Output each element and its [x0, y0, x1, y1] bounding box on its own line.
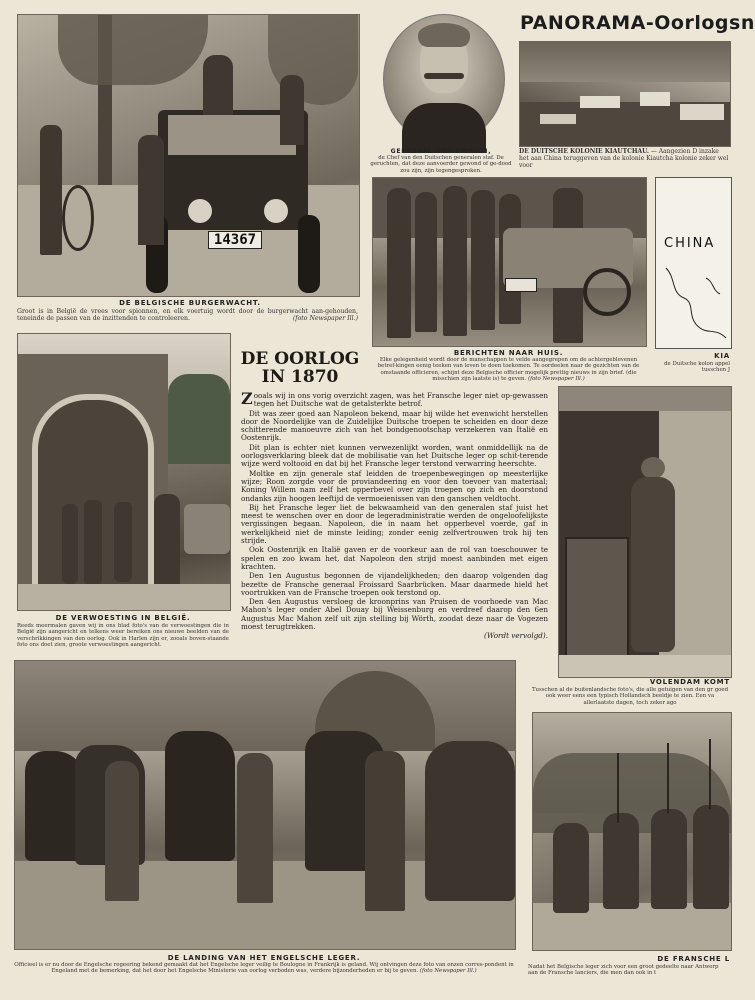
photo-fransche: [532, 712, 732, 951]
caption-verwoesting: Reeds meermalen gaven wij in ons blad foto's van de verwoestingen die in België zijn aangericht en telkens weer bereiken ons nieuwe beelden van de verschrikkingen van den oorlog. Ook in Harlen zijn er, zooals boven-staande foto ons doet zien, groote verwoestingen aangericht.: [17, 623, 229, 648]
article-title: [238, 350, 362, 386]
caption-title-volendam: VOLENDAM KOMT: [649, 678, 730, 686]
photo-credit: (foto Newspaper Ill.): [419, 968, 477, 975]
photo-volendam: [558, 386, 732, 678]
caption-title-burgerwacht: DE BELGISCHE BURGERWACHT.: [119, 299, 261, 307]
caption-title-fransche: DE FRANSCHE L: [657, 955, 730, 963]
article-body: [241, 389, 548, 641]
article-paragraph: Den 4en Augustus versloeg de kroonprins van Pruisen de voorhoede van Mac Mahon's leger onder Abel Douay bij Weissenburg en verdreef daarop den 6en Augustus Mac Mahon zelf uit zijn stelling bij Wörth, zoodat deze naar de Vogezen moest terugtrekken.: [241, 597, 548, 632]
article-closing: (Wordt vervolgd).: [484, 631, 548, 641]
photo-burgerwacht: [17, 14, 360, 297]
caption-volendam: Tusschen al de buitenlandsche foto's, die alle getuigen van den gr goed ook weer eens een typisch Hollandsch beeldje te zien. Een va allerlaatste dagen, toch zeker ago: [531, 687, 729, 706]
caption-emmich: de Chef van den Duitschen generalen staf. De geruchten, dat deze aanvoerder gewond of ge-dood zou zijn, zijn tegengesproken.: [370, 155, 512, 174]
photo-credit: (foto Newspaper Ill.): [292, 315, 358, 323]
caption-burgerwacht: [17, 308, 358, 322]
map-china: [655, 177, 732, 349]
caption-kiautchau: [519, 148, 729, 170]
coastline-icon: [656, 258, 731, 348]
article-paragraph: Den 1en Augustus begonnen de vijandelijkheden; den daarop volgenden dag bezette de Fransche generaal Froissard Saarbrücken. Maar daarmede hield het voortrukken van de Fransche troepen ook terstond op.: [241, 571, 548, 597]
caption-text: Elke gelegenheid wordt door de manschappen te velde aangegrepen om de achtergeblevenen betref-kingen eenig teeken van leven te doen toekomen. Te oordeelen naar de gezichten van de omstaande officieren, schijnt deze Belgische officier mogelijk prettig nieuws in zijn brief. (die misschien zijn laatste is) te geven.: [377, 357, 640, 382]
caption-title-map: KIA: [714, 352, 730, 360]
caption-title-kiautchau: DE DUITSCHE KOLONIE KIAUTCHAU.: [519, 148, 649, 155]
photo-kiautchau: [519, 41, 731, 147]
article-paragraph: Ook Oostenrijk en Italië gaven er de voorkeur aan de rol van toeschouwer te spelen en zoo kwam het, dat Napoleon den strijd moest aanbinden met eigen krachten.: [241, 545, 548, 571]
caption-title-berichten: BERICHTEN NAAR HUIS.: [453, 349, 564, 357]
article-paragraph: Bij het Fransche leger liet de bekwaamheid van den generalen staf juist het meest te wenschen over en door de legeradministratie werden de ongeloofelijkste vergissingen begaan. Napoleon, die in naam het opperbevel voerde, gaf in werkelijkheid niet de minste leiding; zonder eenig zelfvertrouwen trok hij ten strijde.: [241, 502, 548, 546]
caption-title-landing: DE LANDING VAN HET ENGELSCHE LEGER.: [167, 954, 361, 962]
article-title-line1: DE OORLOG: [240, 349, 360, 369]
photo-verwoesting: [17, 333, 231, 611]
map-label: CHINA: [664, 236, 716, 251]
portrait-emmich: [383, 14, 505, 144]
caption-title-emmich: GENERAAL VON EMMICH,: [390, 148, 492, 155]
dropcap: Z: [241, 389, 253, 408]
caption-landing: [10, 962, 518, 975]
photo-landing: [14, 660, 516, 950]
caption-text: — Aangezien D inzake het aan China teruggeven van de kolonie Kiautcha kolonie zeker wel voor: [519, 148, 729, 170]
caption-fransche: Nadat het Belgische leger zich voor een groot gedeelte naar Antwerp aan de Fransche lanciers, die men dan ook in t: [528, 964, 719, 977]
caption-title-verwoesting: DE VERWOESTING IN BELGIË.: [55, 614, 191, 622]
article-title-line2: IN 1870: [261, 367, 339, 387]
caption-text: Groot is in België de vrees voor spionnen, en elk voertuig wordt door de burgerwacht aan-gehouden, teneinde de passen van de inzittenden te controleeren.: [17, 308, 358, 323]
caption-map: de Duitsche kolon appel tusschen J: [664, 361, 730, 374]
caption-text: Officieel is er nu door de Engelsche regeering bekend gemaakt dat het Engelsche leger veilig te Boulogne in Frankrijk is geland. Wij ontvingen deze foto van onzen corres-pondent in Engeland met de bemerking, dat het door het Engelsche Ministerie van oorlog verboden was, verdere bijzonderheden er bij te geven.: [14, 962, 514, 975]
masthead-title: PANORAMA-Oorlogsn: [520, 12, 755, 34]
photo-credit: (foto Newspaper Ill.): [527, 375, 585, 382]
license-plate: 14367: [208, 231, 262, 249]
photo-berichten: [372, 177, 647, 347]
caption-berichten: [372, 357, 645, 382]
article-paragraph: Dit was zeer goed aan Napoleon bekend, maar hij wilde het evenwicht herstellen door de Noordelijke van de Zuidelijke Duitsche troepen te scheiden en door deze schitterende manoeuvre zich van het bondgenootschap verzekeren van Italië en Oostenrijk.: [241, 408, 548, 443]
article-paragraph: Zooals wij in ons vorig overzicht zagen, was het Fransche leger niet op-gewassen tegen het Duitsche wat de getalsterkte betrof.: [241, 389, 548, 409]
article-paragraph: Dit plan is echter niet kunnen verwezenlijkt worden, want onmiddellijk na de oorlogsverklaring bleek dat de mobilisatie van het Duitsche leger op schit-terende wijze werd voltooid en dat bij het Fransche leger terstond verwarring heerschte.: [241, 442, 548, 469]
article-paragraph: Moltke en zijn generale staf leidden de troepenbewegingen op meesterlijke wijze; Roon zorgde voor de proviandeering en voor den toevoer van materiaal; Koning Willem nam zelf het opperbevel over zijn troepen op zich en doorstond ondanks zijn hoogen leeftijd de vermoeienissen van den ganschen veldtocht.: [241, 468, 548, 503]
